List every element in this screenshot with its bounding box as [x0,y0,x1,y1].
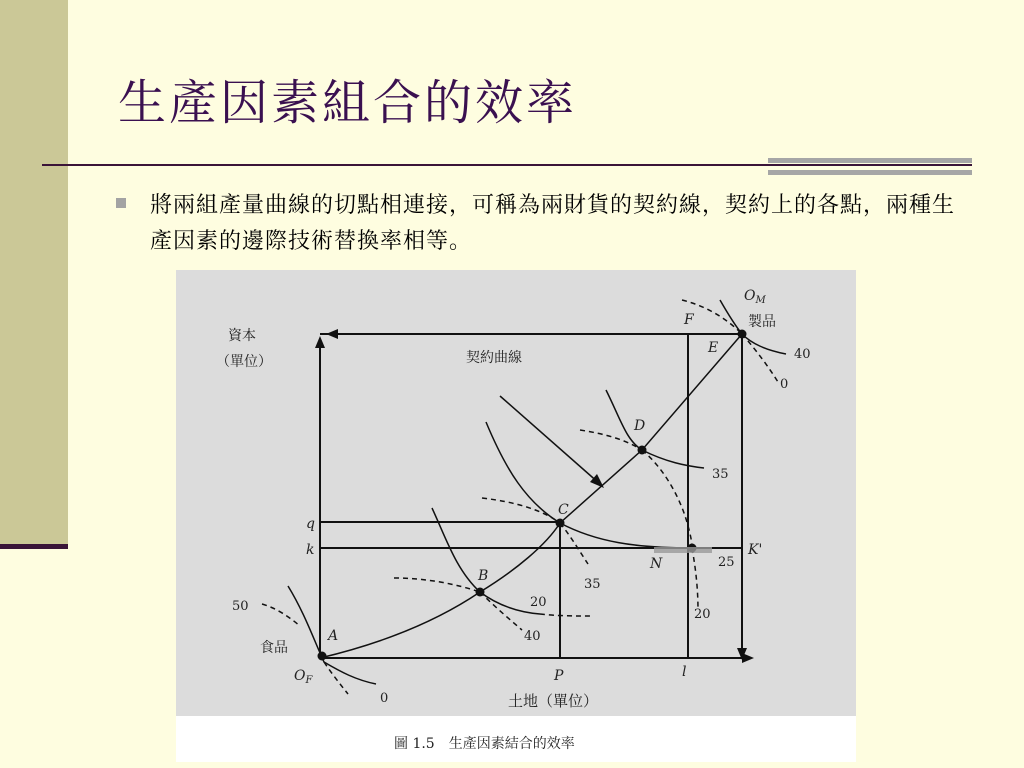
goods-label: 製品 [748,314,776,330]
slide-title: 生產因素組合的效率 [118,75,578,131]
food-label: 食品 [260,640,288,656]
value-food-25: 25 [718,555,735,570]
bullet-square-icon [116,198,126,208]
value-food-0: 0 [380,691,389,706]
k-prime-mark: K' [748,542,763,558]
point-a-label: A [328,628,339,644]
title-accent [768,158,972,176]
contract-curve-label: 契約曲線 [466,350,522,366]
y-axis-label-1: 資本 [228,328,256,344]
x-axis-label: 土地（單位） [508,692,599,710]
value-food-40: 40 [524,629,541,644]
contract-curve-figure [176,270,856,762]
value-goods-35: 35 [712,467,729,482]
y-axis-label-2: （單位） [216,354,272,370]
bullet-text: 將兩組產量曲線的切點相連接，可稱為兩財貨的契約線，契約上的各點，兩種生產因素的邊際技術替換率相等。 [150,193,956,254]
n-highlight [654,547,712,553]
origin-goods-label: $O_M$ [744,288,766,306]
value-goods-40: 40 [794,347,811,362]
f-mark: F [684,312,694,328]
value-goods-20: 20 [694,607,711,622]
point-c-label: C [558,502,569,518]
value-goods-0: 0 [780,377,789,392]
point-b-label: B [478,568,489,584]
value-food-50: 50 [232,599,249,614]
sidebar-decoration [0,0,68,546]
sidebar-rule [0,544,68,549]
value-food-35: 35 [584,577,601,592]
q-mark: q [306,516,315,532]
l-mark: l [682,664,687,680]
value-food-20: 20 [530,595,547,610]
edgeworth-box-diagram [176,270,856,762]
point-e-label: E [708,340,719,356]
k-mark: k [306,542,315,558]
point-n-label: N [650,556,663,572]
origin-food-label: $O_F$ [294,668,313,686]
p-mark: P [554,668,564,684]
figure-caption: 圖 1.5 生產因素結合的效率 [394,736,575,752]
point-d-label: D [634,418,646,434]
